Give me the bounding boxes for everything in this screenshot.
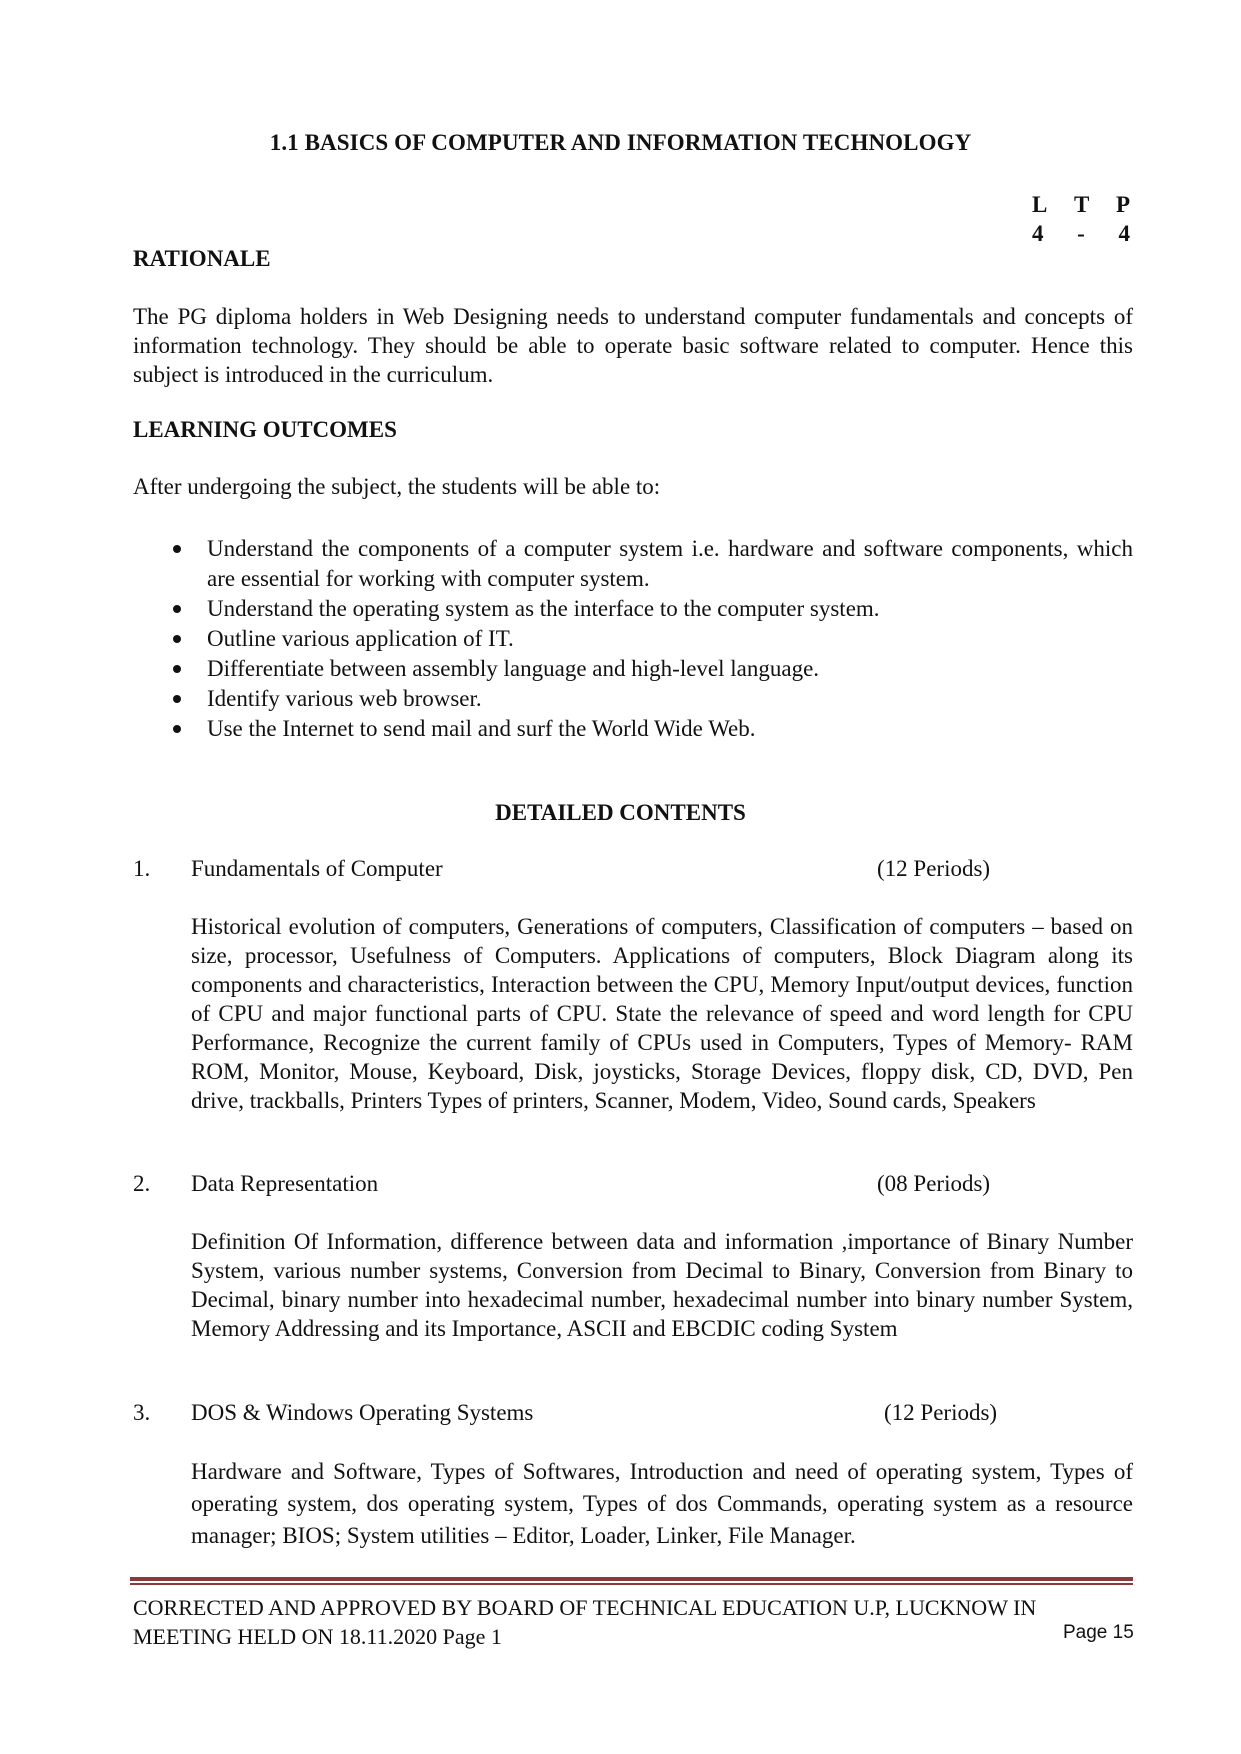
list-item (133, 534, 1133, 594)
section-body-1: Historical evolution of computers, Generations of computers, Classification of computers – based on size, processor, Usefulness of Computers. Applications of computers, Block Diagram along its components and characteristics, Interaction between the CPU, Memory Input/output devices, function of CPU and major functional parts of CPU. State the relevance of speed and word length for CPU Performance, Recognize the current family of CPUs used in Computers, Types of Memory- RAM ROM, Monitor, Mouse, Keyboard, Disk, joysticks, Storage Devices, floppy disk, CD, DVD, Pen drive, trackballs, Printers Types of printers, Scanner, Modem, Video, Sound cards, Speakers (191, 914, 1133, 1113)
bullet-icon (173, 635, 181, 643)
learning-outcomes-list (133, 534, 1133, 744)
list-item-text: Identify various web browser. (207, 686, 482, 711)
section-number: 1. (133, 856, 151, 881)
bullet-icon (173, 665, 181, 673)
list-item-text: Understand the operating system as the interface to the computer system. (207, 596, 880, 621)
ltp-value-l: 4 (1032, 221, 1044, 246)
learning-outcomes-heading: LEARNING OUTCOMES (133, 417, 397, 442)
footer-divider-thin (130, 1583, 1133, 1585)
list-item-text: Outline various application of IT. (207, 626, 514, 651)
ltp-value-t: - (1077, 221, 1085, 246)
ltp-value-p: 4 (1118, 221, 1130, 246)
list-item-text: Use the Internet to send mail and surf the World Wide Web. (207, 716, 756, 741)
section-number: 3. (133, 1400, 151, 1425)
detailed-contents-heading: DETAILED CONTENTS (495, 800, 746, 825)
learning-outcomes-intro: After undergoing the subject, the students will be able to: (133, 474, 661, 499)
page-title: 1.1 BASICS OF COMPUTER AND INFORMATION TECHNOLOGY (269, 130, 972, 155)
ltp-values (1032, 219, 1130, 248)
section-title: DOS & Windows Operating Systems (191, 1400, 534, 1425)
ltp-label-p: P (1115, 192, 1130, 217)
section-periods: (12 Periods) (877, 856, 991, 881)
bullet-icon (173, 605, 181, 613)
list-item (133, 624, 1133, 654)
section-title: Data Representation (191, 1171, 379, 1196)
page-number: Page 15 (1063, 1622, 1134, 1643)
ltp-labels (1032, 190, 1130, 219)
footer-approval-text: CORRECTED AND APPROVED BY BOARD OF TECHNICAL EDUCATION U.P, LUCKNOW IN MEETING HELD ON 18.11.2020 Page 1 (133, 1595, 1037, 1649)
section-number: 2. (133, 1171, 151, 1196)
list-item (133, 654, 1133, 684)
section-body-2: Definition Of Information, difference between data and information ,importance of Binary Number System, various number systems, Conversion from Decimal to Binary, Conversion from Binary to Decimal, binary number into hexadecimal number, hexadecimal number into binary number System, Memory Addressing and its Importance, ASCII and EBCDIC coding System (191, 1229, 1133, 1341)
bullet-icon (173, 695, 181, 703)
section-heading-2 (133, 1171, 1133, 1201)
rationale-text: The PG diploma holders in Web Designing needs to understand computer fundamentals and concepts of information technology. They should be able to operate basic software related to computer. Hence this subject is introduced in the curriculum. (133, 304, 1133, 387)
section-heading-1 (133, 856, 1133, 886)
list-item (133, 714, 1133, 744)
bullet-icon (173, 545, 181, 553)
ltp-label-t: T (1073, 192, 1090, 217)
list-item (133, 594, 1133, 624)
footer-divider (130, 1577, 1133, 1581)
section-periods: (12 Periods) (884, 1400, 998, 1425)
section-heading-3 (133, 1400, 1133, 1430)
section-periods: (08 Periods) (877, 1171, 991, 1196)
section-title: Fundamentals of Computer (191, 856, 443, 881)
ltp-block (1032, 190, 1142, 248)
list-item-text: Differentiate between assembly language and high-level language. (207, 656, 820, 681)
list-item-text: Understand the components of a computer system i.e. hardware and software components, which are essential for working with computer system. (207, 536, 1133, 591)
rationale-heading: RATIONALE (133, 246, 271, 271)
list-item (133, 684, 1133, 714)
ltp-label-l: L (1032, 192, 1048, 217)
section-body-3: Hardware and Software, Types of Softwares, Introduction and need of operating system, Types of operating system, dos operating system, Types of dos Commands, operating system as a resource manager; BIOS; System utilities – Editor, Loader, Linker, File Manager. (191, 1459, 1133, 1548)
bullet-icon (173, 725, 181, 733)
